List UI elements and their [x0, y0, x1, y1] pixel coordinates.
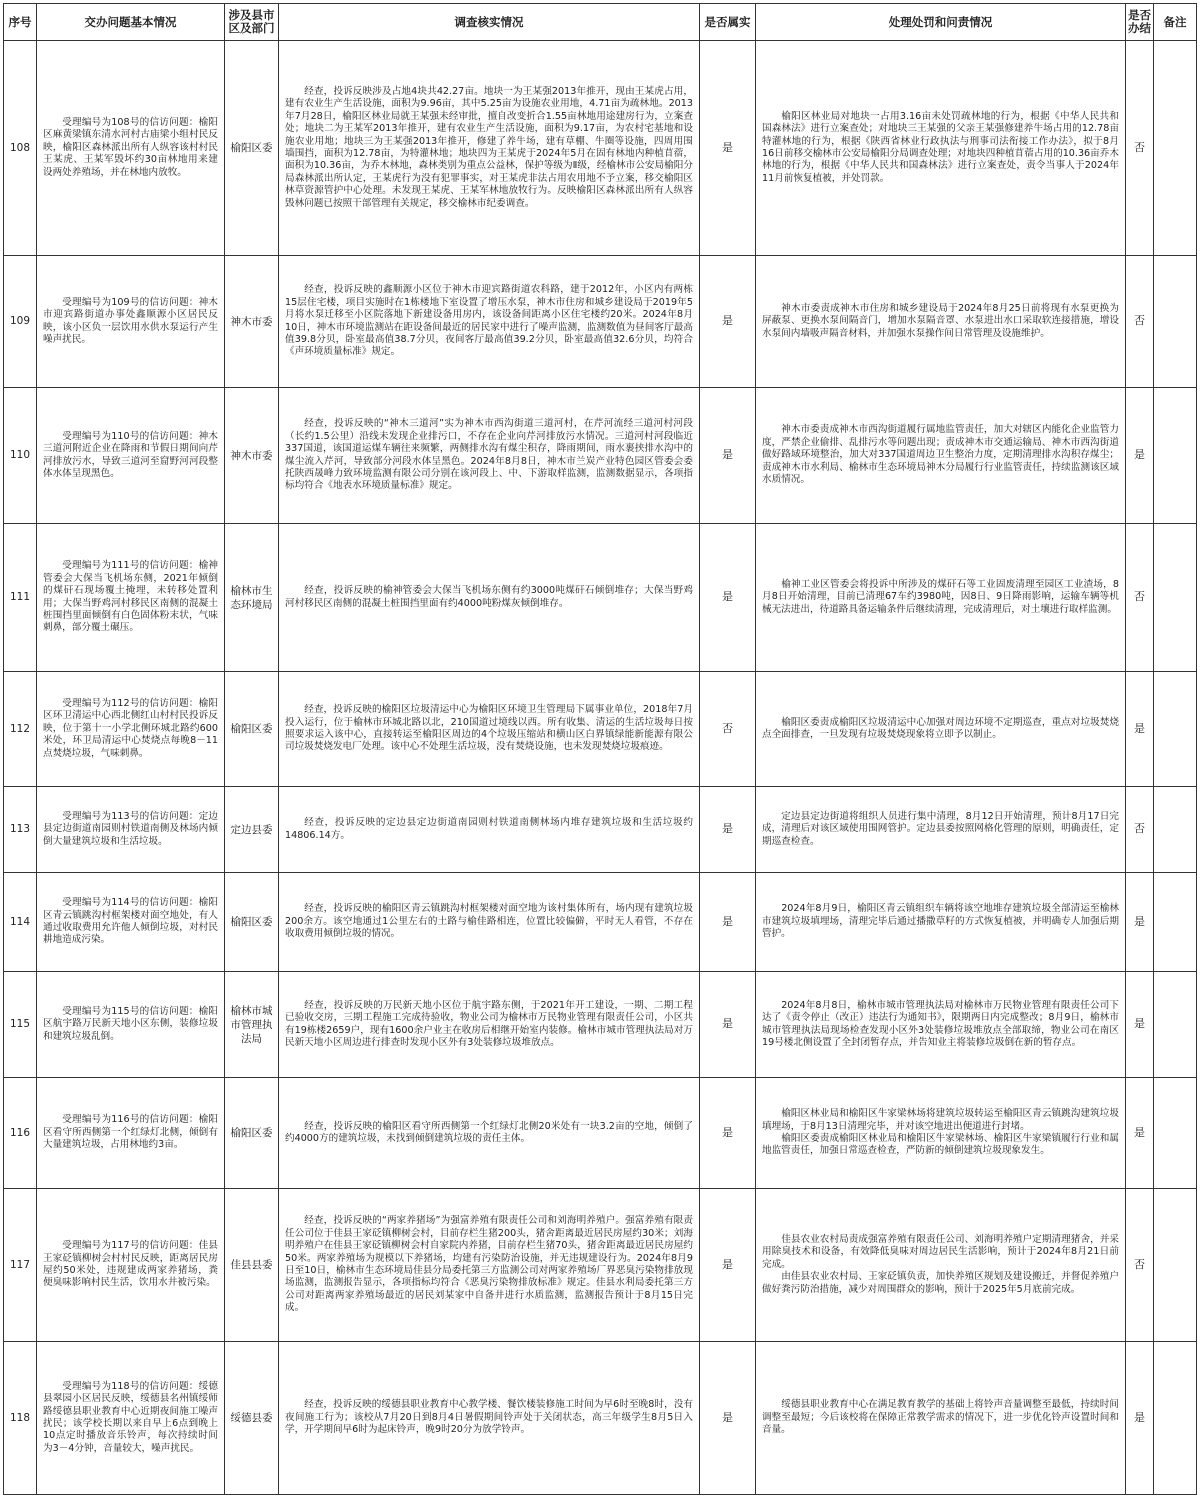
- row-dept: 榆阳区委: [225, 672, 279, 787]
- header-seq: 序号: [4, 4, 37, 41]
- table-row: [4, 41, 1197, 256]
- row-done: 是: [1126, 1078, 1154, 1189]
- row-handle-paragraph: 神木市委责成神木市西沟街道履行属地监管责任，加大对辖区内能化企业监管力度，严禁企业偷排、乱排污水等问题出现；责成神木市交通运输局、神木市西沟街道做好路域环境整治，加大对337国道周边卫生整治力度，定期清理排水沟积存煤尘；责成神木市水利局、榆林市生态环境局神木分局履行行业监管责任，持续监测该区域水质情况。: [762, 424, 1119, 486]
- row-handle-paragraph: 榆阳区委责成榆阳区林业局和榆阳区牛家梁林场、榆阳区牛家梁镇履行行业和属地监管责任，加强日常巡查检查，严防新的倾倒建筑垃圾现象发生。: [762, 1133, 1119, 1157]
- row-note: [1154, 1342, 1197, 1495]
- row-seq: 112: [4, 672, 37, 787]
- row-problem-text: 受理编号为112号的信访问题：榆阳区环卫清运中心西北侧红山村村民投诉反映，位于第十一小学北侧环城北路约600米处，环卫局清运中心焚烧点每晚8－11点焚烧垃圾，气味刺鼻。: [43, 697, 218, 759]
- row-verify: [279, 1342, 700, 1495]
- row-problem: [37, 787, 225, 873]
- row-done: 否: [1126, 524, 1154, 672]
- row-problem: [37, 972, 225, 1078]
- row-problem: [37, 388, 225, 524]
- row-verify-paragraph: 经查，投诉反映的万民新天地小区位于航宇路东侧，于2021年开工建设，一期、二期工程已验收交房，三期工程施工完成待验收，物业公司为榆林市万民物业管理有限责任公司，小区共有19栋楼2659户，现有1600余户业主在收房后相继开始室内装修。榆林市城市管理执法局对万民新天地小区周边进行排查时发现小区外有3处装修垃圾堆放点。: [285, 999, 693, 1048]
- header-note: 备注: [1154, 4, 1197, 41]
- row-handle: [756, 1189, 1126, 1342]
- row-handle-paragraph: 2024年8月8日，榆林市城市管理执法局对榆林市万民物业管理有限责任公司下达了《责令停止（改正）违法行为通知书》，限期两日内完成整改；8月9日，榆林市城市管理执法局现场检查发现小区外3处装修垃圾堆放点全部取缔，物业公司在南区19号楼北侧设置了全封闭暂存点，并告知业主将装修垃圾倒在新的暂存点。: [762, 999, 1119, 1048]
- row-done: 否: [1126, 1189, 1154, 1342]
- table-row: [4, 524, 1197, 672]
- row-verify-paragraph: 经查，投诉反映的榆阳区看守所西侧第一个红绿灯北侧20米处有一块3.2亩的空地，倾倒了约4000方的建筑垃圾，未找到倾倒建筑垃圾的责任主体。: [285, 1120, 693, 1144]
- table-row: [4, 1078, 1197, 1189]
- row-problem: [37, 256, 225, 388]
- row-handle: [756, 873, 1126, 972]
- row-dept: 佳县县委: [225, 1189, 279, 1342]
- row-dept: 榆阳区委: [225, 873, 279, 972]
- row-seq: 109: [4, 256, 37, 388]
- row-handle: [756, 972, 1126, 1078]
- row-done: 否: [1126, 256, 1154, 388]
- table-row: [4, 388, 1197, 524]
- case-table: [3, 3, 1197, 1495]
- row-verify-paragraph: 经查，投诉反映的“两家养猪场”为强富养殖有限责任公司和刘海明养殖户。强富养殖有限责任公司位于佳县王家砭镇柳树会村，目前存栏生猪200头，猪舍距离最近居民房屋约30米；刘海明养殖户在佳县王家砭镇柳树会村自家院内养猪，目前存栏生猪70头，猪舍距离最近居民房屋约50米。两家养殖场为规模以下养猪场，均建有污染防治设施，并无违规建设行为。2024年8月9日至10日，榆林市生态环境局佳县分局委托第三方监测公司对两家养殖场厂界恶臭污染物排放现场监测，监测报告显示，各项指标均符合《恶臭污染物排放标准》规定。佳县水利局委托第三方公司对距离两家养殖场最近的居民刘某家中自备井进行水质监测，监测报告预计于8月15日完成。: [285, 1215, 693, 1314]
- header-dept: 涉及县市区及部门: [225, 4, 279, 41]
- row-is-true: 是: [700, 787, 756, 873]
- row-note: [1154, 256, 1197, 388]
- row-dept: 榆林市城市管理执法局: [225, 972, 279, 1078]
- row-is-true: 是: [700, 1189, 756, 1342]
- row-handle: [756, 41, 1126, 256]
- row-handle: [756, 1342, 1126, 1495]
- row-done: 是: [1126, 972, 1154, 1078]
- row-is-true: 是: [700, 1078, 756, 1189]
- row-verify-paragraph: 经查，投诉反映的榆神管委会大保当飞机场东侧有约3000吨煤矸石倾倒堆存；大保当野鸡河村移民区南侧的混凝土桩围挡里面有约4000吨粉煤灰倾倒堆存。: [285, 585, 693, 609]
- row-problem-text: 受理编号为116号的信访问题：榆阳区看守所西侧第一个红绿灯北侧，倾倒有大量建筑垃圾，占用林地约3亩。: [43, 1114, 218, 1151]
- row-problem-text: 受理编号为117号的信访问题：佳县王家砭镇柳树会村村民反映，距离居民房屋约50米处，违规建成两家养猪场，粪便臭味影响村民生活，饮用水井被污染。: [43, 1240, 218, 1289]
- row-is-true: 是: [700, 873, 756, 972]
- row-problem-text: 受理编号为109号的信访问题：神木市迎宾路街道办事处鑫顺源小区居民反映，该小区负一层饮用水供水泵运行产生噪声扰民。: [43, 296, 218, 345]
- row-handle-paragraph: 榆阳区林业局和榆阳区牛家梁林场将建筑垃圾转运至榆阳区青云镇跳沟建筑垃圾填埋场，于8月13日清理完毕，并对该空地进出便道进行封堵。: [762, 1108, 1119, 1132]
- row-problem-text: 受理编号为110号的信访问题：神木三道河附近企业在降雨和节假日期间向芹河排放污水，导致三道河至窟野河河段整体水体呈现黑色。: [43, 430, 218, 479]
- header-done: 是否办结: [1126, 4, 1154, 41]
- row-dept: 绥德县委: [225, 1342, 279, 1495]
- row-is-true: 是: [700, 524, 756, 672]
- row-seq: 110: [4, 388, 37, 524]
- row-note: [1154, 524, 1197, 672]
- row-done: 是: [1126, 672, 1154, 787]
- header-verify: 调查核实情况: [279, 4, 700, 41]
- row-verify: [279, 1078, 700, 1189]
- row-is-true: 是: [700, 388, 756, 524]
- row-note: [1154, 1189, 1197, 1342]
- row-handle: [756, 1078, 1126, 1189]
- table-row: [4, 256, 1197, 388]
- row-is-true: 是: [700, 972, 756, 1078]
- row-is-true: 是: [700, 256, 756, 388]
- table-row: [4, 787, 1197, 873]
- row-handle-paragraph: 榆阳区林业局对地块一占用3.16亩未处罚疏林地的行为，根据《中华人民共和国森林法》进行立案查处；对地块三王某强的父亲王某强修建养牛场占用的12.78亩特灌林地的行为，根据《陕西省林业行政执法与刑事司法衔接工作办法》，拟于8月16日前移交榆林市公安局榆阳分局调查处理；对地块四种植苜蓿占用的10.36亩乔木林地的行为，根据《中华人民共和国森林法》进行立案查处，责令当事人于2024年11月前恢复植被，并处罚款。: [762, 110, 1119, 184]
- table-row: [4, 672, 1197, 787]
- row-verify-paragraph: 经查，投诉反映的鑫顺源小区位于神木市迎宾路街道农科路，建于2012年，小区内有两栋15层住宅楼，项目实施时在1栋楼地下室设置了增压水泵，神木市住房和城乡建设局于2019年5月将水泵迁移至小区院落地下新建设备用房内，该设备间距离小区住宅楼约20米。2024年8月10日，神木市环境监测站在距设备间最近的居民家中进行了噪声监测，监测数值为昼间客厅最高值39.8分贝，卧室最高值38.7分贝，夜间客厅最高值39.2分贝，卧室最高值32.6分贝，均符合《声环境质量标准》规定。: [285, 284, 693, 358]
- row-handle-paragraph: 神木市委责成神木市住房和城乡建设局于2024年8月25日前将现有水泵更换为屏蔽泵、更换水泵间隔音门，增加水泵隔音罩、水泵进出水口采取软连接措施，增设水泵间内墙吸声隔音材料，并加强水泵操作间日常管理及设施维护。: [762, 302, 1119, 339]
- row-verify: [279, 1189, 700, 1342]
- table-row: [4, 873, 1197, 972]
- row-verify: [279, 787, 700, 873]
- row-seq: 117: [4, 1189, 37, 1342]
- row-handle-paragraph: 榆阳区委责成榆阳区垃圾清运中心加强对周边环境不定期巡查，重点对垃圾焚烧点全面排查，一旦发现有垃圾焚烧现象将立即予以制止。: [762, 716, 1119, 740]
- row-problem: [37, 1078, 225, 1189]
- row-seq: 114: [4, 873, 37, 972]
- header-is-true: 是否属实: [700, 4, 756, 41]
- row-verify-paragraph: 经查，投诉反映的定边县定边街道南园则村铁道南侧林场内堆存建筑垃圾和生活垃圾约14806.14方。: [285, 817, 693, 841]
- row-note: [1154, 672, 1197, 787]
- header-problem: 交办问题基本情况: [37, 4, 225, 41]
- row-done: 否: [1126, 41, 1154, 256]
- row-problem: [37, 524, 225, 672]
- row-verify: [279, 41, 700, 256]
- row-problem: [37, 1342, 225, 1495]
- row-dept: 榆阳区委: [225, 1078, 279, 1189]
- row-handle-paragraph: 定边县定边街道将组织人员进行集中清理，8月12日开始清理，预计8月17日完成，清理后对该区域使用围网管护。定边县委按照网格化管理的原则，明确责任，定期巡查检查。: [762, 810, 1119, 847]
- row-seq: 118: [4, 1342, 37, 1495]
- header-row: [4, 4, 1197, 41]
- row-handle-paragraph: 榆神工业区管委会将投诉中所涉及的煤矸石等工业固废清理至园区工业渣场，8月8日开始清理，目前已清理67车约3980吨，因8日、9日降雨影响，运输车辆等机械无法进出，待道路具备运输条件后继续清理，完成清理后，对土壤进行取样监测。: [762, 578, 1119, 615]
- page: [3, 3, 1196, 1495]
- header-handle: 处理处罚和问责情况: [756, 4, 1126, 41]
- row-done: 否: [1126, 787, 1154, 873]
- row-verify-paragraph: 经查，投诉反映的“神木三道河”实为神木市西沟街道三道河村，在芹河流经三道河村河段（长约1.5公里）沿线未发现企业排污口，不存在企业向芹河排放污水情况。三道河村河段临近337国道，该国道运煤车辆往来频繁，两侧排水沟有煤尘积存，降雨期间，雨水裹挟排水沟中的煤尘流入芹河，导致部分河段水体呈黑色。2024年8月8日，神木市兰炭产业特色园区管委会委托陕西晟峰力致环境监测有限公司分别在该河段上、中、下游取样监测，监测数据显示，各项指标均符合《地表水环境质量标准》规定。: [285, 418, 693, 492]
- table-row: [4, 972, 1197, 1078]
- row-problem: [37, 672, 225, 787]
- row-note: [1154, 41, 1197, 256]
- row-is-true: 是: [700, 1342, 756, 1495]
- row-handle-paragraph: 由佳县农业农村局、王家砭镇负责，加快养殖区规划及建设搬迁，并督促养殖户做好粪污防治措施，减少对周围群众的影响，预计于2025年5月底前完成。: [762, 1271, 1119, 1295]
- row-verify: [279, 972, 700, 1078]
- row-problem-text: 受理编号为108号的信访问题：榆阳区麻黄梁镇东清水河村古庙梁小组村民反映，榆阳区森林派出所有人纵容该村村民王某虎、王某军毁坏约30亩林地用来建设两处养殖场，并在林地内放牧。: [43, 116, 218, 178]
- row-seq: 116: [4, 1078, 37, 1189]
- row-handle: [756, 524, 1126, 672]
- row-note: [1154, 787, 1197, 873]
- row-is-true: 是: [700, 41, 756, 256]
- row-verify: [279, 524, 700, 672]
- row-done: 是: [1126, 388, 1154, 524]
- row-done: 是: [1126, 873, 1154, 972]
- row-problem: [37, 873, 225, 972]
- row-handle: [756, 672, 1126, 787]
- row-seq: 113: [4, 787, 37, 873]
- table-row: [4, 1342, 1197, 1495]
- row-verify: [279, 388, 700, 524]
- row-dept: 神木市委: [225, 256, 279, 388]
- row-seq: 115: [4, 972, 37, 1078]
- row-dept: 神木市委: [225, 388, 279, 524]
- row-handle-paragraph: 2024年8月9日，榆阳区青云镇组织车辆将该空地堆存建筑垃圾全部清运至榆林市建筑垃圾填埋场，清理完毕后通过播撒草籽的方式恢复植被，并明确专人加强后期管护。: [762, 903, 1119, 940]
- table-row: [4, 1189, 1197, 1342]
- row-problem-text: 受理编号为113号的信访问题：定边县定边街道南园则村铁道南侧及林场内倾倒大量建筑垃圾和生活垃圾。: [43, 810, 218, 847]
- row-seq: 108: [4, 41, 37, 256]
- row-dept: 榆阳区委: [225, 41, 279, 256]
- row-problem: [37, 1189, 225, 1342]
- row-handle-paragraph: 佳县农业农村局责成强富养殖有限责任公司、刘海明养殖户定期清理猪舍，并采用除臭技术和设备，有效降低臭味对周边居民生活影响，预计于2024年8月21日前完成。: [762, 1233, 1119, 1270]
- row-note: [1154, 388, 1197, 524]
- row-handle-paragraph: 绥德县职业教育中心在满足教育教学的基础上将铃声音量调整至最低，持续时间调整至最短；今后该校将在保障正常教学需求的情况下，进一步优化铃声设置时间和音量。: [762, 1399, 1119, 1436]
- row-problem-text: 受理编号为118号的信访问题：绥德县翠园小区居民反映，绥德县名州镇绥师路绥德县职业教育中心近期夜间施工噪声扰民；该学校长期以来自早上6点到晚上10点定时播放音乐铃声，每次持续时间为3－4分钟，音量较大，噪声扰民。: [43, 1380, 218, 1454]
- row-handle: [756, 787, 1126, 873]
- row-verify-paragraph: 经查，投诉反映的绥德县职业教育中心教学楼、餐饮楼装修施工时间为早6时至晚8时，没有夜间施工行为；该校从7月20日到8月4日暑假期间铃声处于关闭状态，高三年级学生8月5日入学，开学期间早6时为起床铃声，晚9时20分为放学铃声。: [285, 1399, 693, 1436]
- row-verify-paragraph: 经查，投诉反映的榆阳区垃圾清运中心为榆阳区环境卫生管理局下属事业单位，2018年7月投入运行，位于榆林市环城北路以北，210国道过境线以西。所有收集、清运的生活垃圾每日按照要求运入该中心，直接转运至榆阳区周边的4个垃圾压缩站和横山区白界镇绿能新能源有限公司垃圾焚烧发电厂处理。该中心不处理生活垃圾，没有焚烧设施，也未发现焚烧垃圾痕迹。: [285, 704, 693, 753]
- row-handle: [756, 388, 1126, 524]
- row-problem-text: 受理编号为111号的信访问题：榆神管委会大保当飞机场东侧，2021年倾倒的煤矸石现场覆土掩埋，未转移处置利用；大保当野鸡河村移民区南侧的混凝土桩围挡里面倾倒有白色固体粉末状，气味刺鼻，部分覆土碾压。: [43, 560, 218, 634]
- row-seq: 111: [4, 524, 37, 672]
- row-note: [1154, 873, 1197, 972]
- row-verify-paragraph: 经查，投诉反映的榆阳区青云镇跳沟村框架楼对面空地为该村集体所有，场内现有建筑垃圾200余方。该空地通过1公里左右的土路与榆佳路相连，位置比较偏僻，平时无人看管，不存在收取费用倾倒垃圾的情况。: [285, 903, 693, 940]
- row-verify: [279, 256, 700, 388]
- row-dept: 定边县委: [225, 787, 279, 873]
- row-verify-paragraph: 经查，投诉反映涉及占地4块共42.27亩。地块一为王某强2013年推开，现由王某虎占用，建有农业生产生活设施，面积为9.96亩，其中5.25亩为设施农业用地，4.71亩为疏林地。2013年7月28日，榆阳区林业局就王某强未经审批，擅自改变折合1.55亩林地用途建房行为，立案查处；地块二为王某军2013年推开，建有农业生产生活设施，面积为9.17亩，为农村宅基地和设施农业用地；地块三为王某强2013年推开，修建了养牛场，建有草棚、牛圈等设施，四周用围墙围挡，面积为12.78亩，为特灌林地；地块四为王某虎于2024年5月在固有林地内种植苜蓿，面积为10.36亩，为乔木林地，森林类别为重点公益林，保护等级为Ⅱ级，经榆林市公安局榆阳分局森林派出所认定，王某虎行为没有犯罪事实，对王某虎非法占用农用地不予立案，移交榆阳区林草资源管护中心处理。未发现王某虎、王某军林地放牧行为。反映榆阳区森林派出所有人纵容毁林问题已按照干部管理有关规定，移交榆林市纪委调查。: [285, 85, 693, 209]
- row-problem-text: 受理编号为114号的信访问题：榆阳区青云镇跳沟村框架楼对面空地处，有人通过收取费用允许他人倾倒垃圾，对村民耕地造成污染。: [43, 897, 218, 946]
- row-problem-text: 受理编号为115号的信访问题：榆阳区航宇路万民新天地小区东侧，装修垃圾和建筑垃圾乱倒。: [43, 1005, 218, 1042]
- row-verify: [279, 873, 700, 972]
- row-verify: [279, 672, 700, 787]
- row-dept: 榆林市生态环境局: [225, 524, 279, 672]
- row-note: [1154, 972, 1197, 1078]
- row-note: [1154, 1078, 1197, 1189]
- row-done: 是: [1126, 1342, 1154, 1495]
- row-is-true: 否: [700, 672, 756, 787]
- row-handle: [756, 256, 1126, 388]
- row-problem: [37, 41, 225, 256]
